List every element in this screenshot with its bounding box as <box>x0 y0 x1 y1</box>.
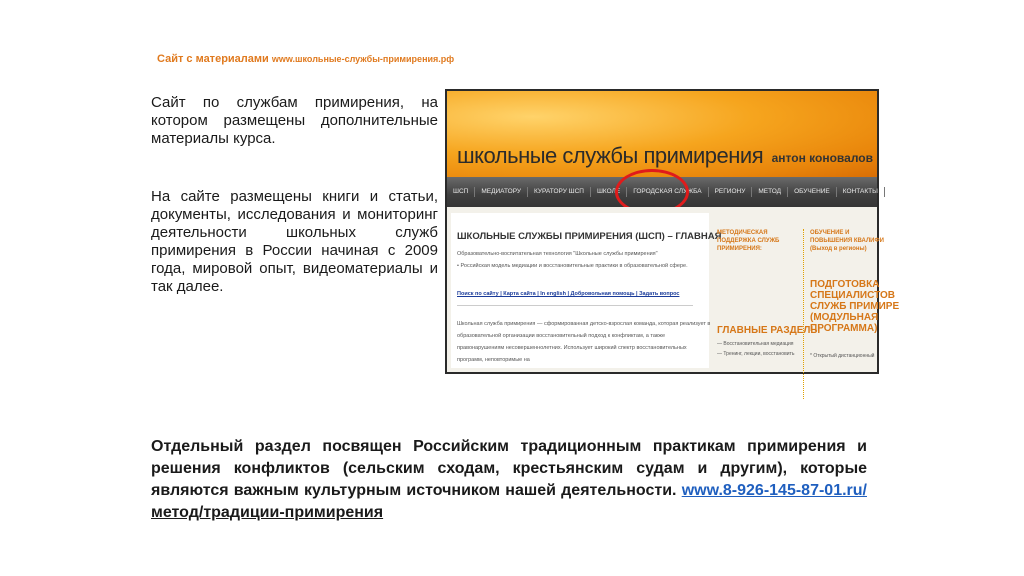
website-method-support[interactable]: МЕТОДИЧЕСКАЯ ПОДДЕРЖКА СЛУЖБ ПРИМИРЕНИЯ: <box>717 230 780 252</box>
right-big-line-3: СЛУЖБ ПРИМИРЕ <box>810 301 900 312</box>
bottom-text: Отдельный раздел посвящен Российским традиционным практикам примирения и решения конфликтов (сельским сходам, крестьянским судам и другим), которые являются важным культурным источником нашей деятельности. <box>151 438 867 499</box>
bottom-link-tail[interactable]: метод/традиции-примирения <box>151 504 384 521</box>
website-right-column <box>803 229 900 399</box>
bottom-paragraph <box>151 436 867 524</box>
nav-item-contacts[interactable]: КОНТАКТЫ <box>837 187 885 197</box>
website-mid-item-2[interactable]: — Тренинг, лекции, восстановить <box>717 351 795 357</box>
paragraph-site-content: На сайте размещены книги и статьи, документы, исследования и мониторинг деятельности школьных служб примирения в России начиная с 2009 года, мировой опыт, видеоматериалы и так далее. <box>151 188 438 295</box>
website-text-2: образовательной организации восстановительный подход к конфликтам, а также <box>457 333 666 339</box>
website-main-sections: ГЛАВНЫЕ РАЗДЕЛЫ <box>717 325 821 336</box>
website-subtitle-1: Образовательно-воспитательная технология "Школьные службы примирения" <box>457 251 658 257</box>
paragraph-site-description: Сайт по службам примирения, на котором размещены дополнительные материалы курса. <box>151 94 438 147</box>
website-right-small: * Открытый дистанционный <box>810 353 875 359</box>
nav-item-training[interactable]: ОБУЧЕНИЕ <box>788 187 837 197</box>
header-prefix: Сайт с материалами <box>157 53 269 65</box>
website-text-1: Школьная служба примирения — сформированная детско-взрослая команда, которая реализует в <box>457 321 711 327</box>
website-middle-column <box>717 229 821 384</box>
website-text-4: программ, неповторимые на <box>457 357 530 363</box>
website-main-column <box>451 213 722 368</box>
header-site: www.школьные-службы-примирения.рф <box>271 54 455 64</box>
right-top-line-1: ОБУЧЕНИЕ И <box>810 230 850 236</box>
nav-item-city-service[interactable]: ГОРОДСКАЯ СЛУЖБА <box>627 187 708 197</box>
right-big-line-1: ПОДГОТОВКА <box>810 279 880 290</box>
nav-item-shsp[interactable]: ШСП <box>447 187 475 197</box>
nav-item-curator[interactable]: КУРАТОРУ ШСП <box>528 187 591 197</box>
right-big-line-4: (МОДУЛЬНАЯ <box>810 312 879 323</box>
right-big-line-2: СПЕЦИАЛИСТОВ <box>810 290 895 301</box>
nav-item-region[interactable]: РЕГИОНУ <box>709 187 753 197</box>
divider <box>457 305 693 306</box>
website-training-program[interactable] <box>810 279 899 334</box>
nav-item-school[interactable]: ШКОЛЕ <box>591 187 627 197</box>
nav-item-mediator[interactable]: МЕДИАТОРУ <box>475 187 528 197</box>
right-top-line-2: ПОВЫШЕНИЯ КВАЛИФИ <box>810 238 884 244</box>
nav-item-method[interactable]: МЕТОД <box>752 187 788 197</box>
website-main-title: ШКОЛЬНЫЕ СЛУЖБЫ ПРИМИРЕНИЯ (ШСП) – ГЛАВНАЯ <box>457 231 722 242</box>
website-screenshot <box>445 89 900 374</box>
website-author: антон коновалов <box>771 151 873 165</box>
right-big-line-5: ПРОГРАММА) <box>810 323 878 334</box>
website-banner <box>447 91 877 177</box>
website-text-3: правонарушениям несовершеннолетних. Использует широкий спектр восстановительных <box>457 345 687 351</box>
website-mid-item-1[interactable]: — Восстановительная медиация <box>717 341 794 347</box>
bottom-link[interactable]: www.8-926-145-87-01.ru/ <box>681 482 867 499</box>
website-subtitle-2: • Российская модель медиации и восстановительные практики в образовательной сфере. <box>457 263 688 269</box>
website-links[interactable]: Поиск по сайту | Карта сайта | In english | Добровольная помощь | Задать вопрос <box>457 291 680 297</box>
header-line <box>157 53 454 65</box>
right-top-line-3: (Выход в регионы) <box>810 246 867 252</box>
website-training-heading <box>810 229 884 253</box>
website-banner-title: школьные службы примирения <box>457 143 764 168</box>
